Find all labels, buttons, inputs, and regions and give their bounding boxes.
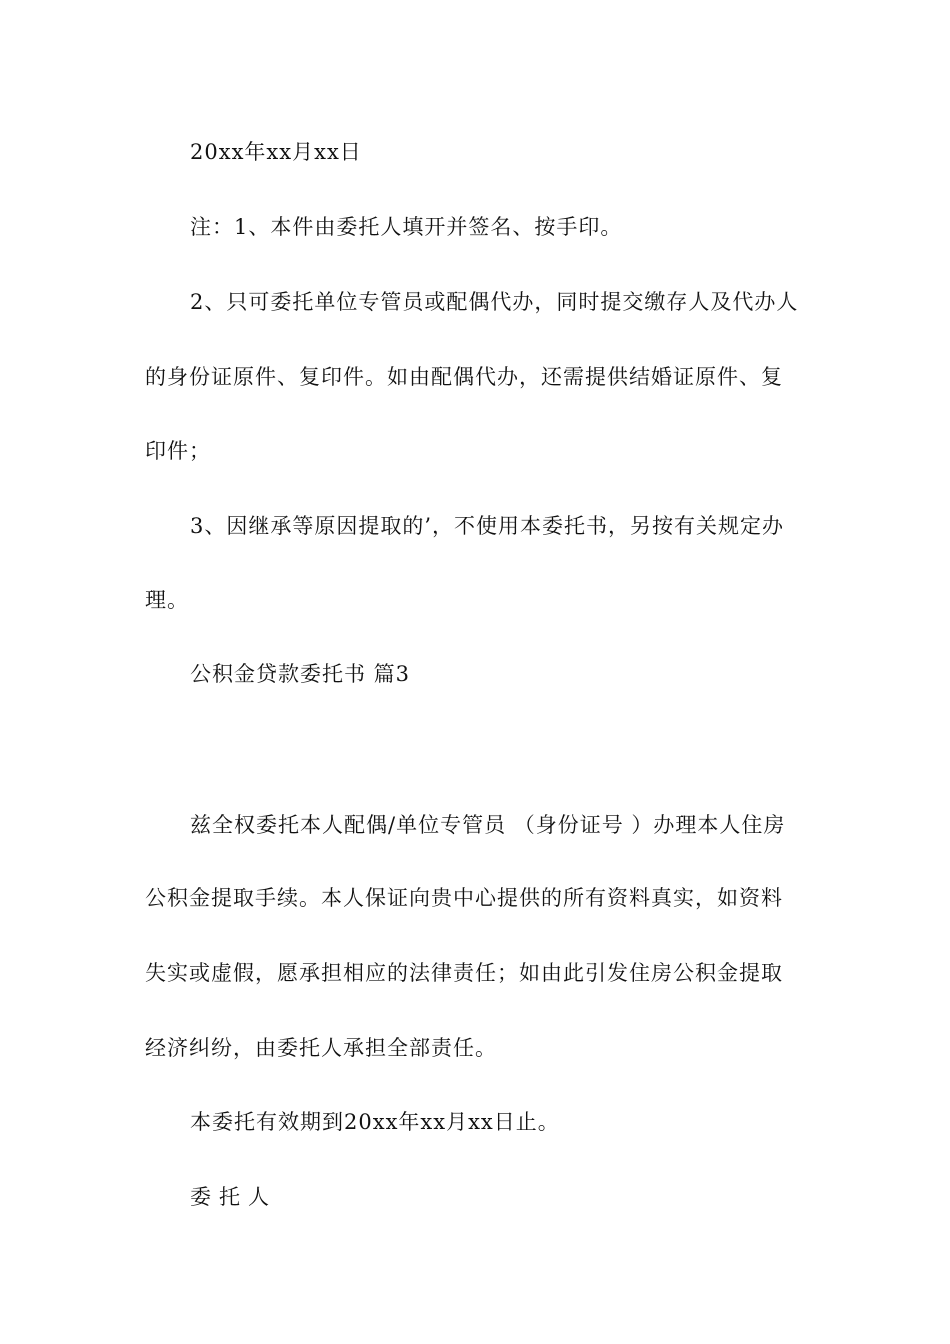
authorization-line-4: 经济纠纷，由委托人承担全部责任。	[145, 1036, 497, 1060]
note-item-2-line-1: 2、只可委托单位专管员或配偶代办，同时提交缴存人及代办人	[190, 290, 799, 314]
note-item-3-line-1: 3、因继承等原因提取的’，不使用本委托书，另按有关规定办	[190, 514, 785, 538]
section-heading: 公积金贷款委托书 篇3	[190, 662, 411, 686]
note-item-2-line-3: 印件；	[145, 439, 211, 463]
note-item-1: 注：1、本件由委托人填开并签名、按手印。	[190, 215, 623, 239]
date-line: 20xx年xx月xx日	[190, 140, 362, 164]
validity-line: 本委托有效期到20xx年xx月xx日止。	[190, 1110, 560, 1134]
principal-label: 委托人	[190, 1185, 277, 1209]
authorization-line-2: 公积金提取手续。本人保证向贵中心提供的所有资料真实，如资料	[145, 886, 783, 910]
note-item-3-line-2: 理。	[145, 588, 189, 612]
authorization-line-1: 兹全权委托本人配偶/单位专管员 （身份证号 ）办理本人住房	[190, 813, 786, 837]
authorization-line-3: 失实或虚假，愿承担相应的法律责任；如由此引发住房公积金提取	[145, 961, 783, 985]
note-item-2-line-2: 的身份证原件、复印件。如由配偶代办，还需提供结婚证原件、复	[145, 365, 783, 389]
